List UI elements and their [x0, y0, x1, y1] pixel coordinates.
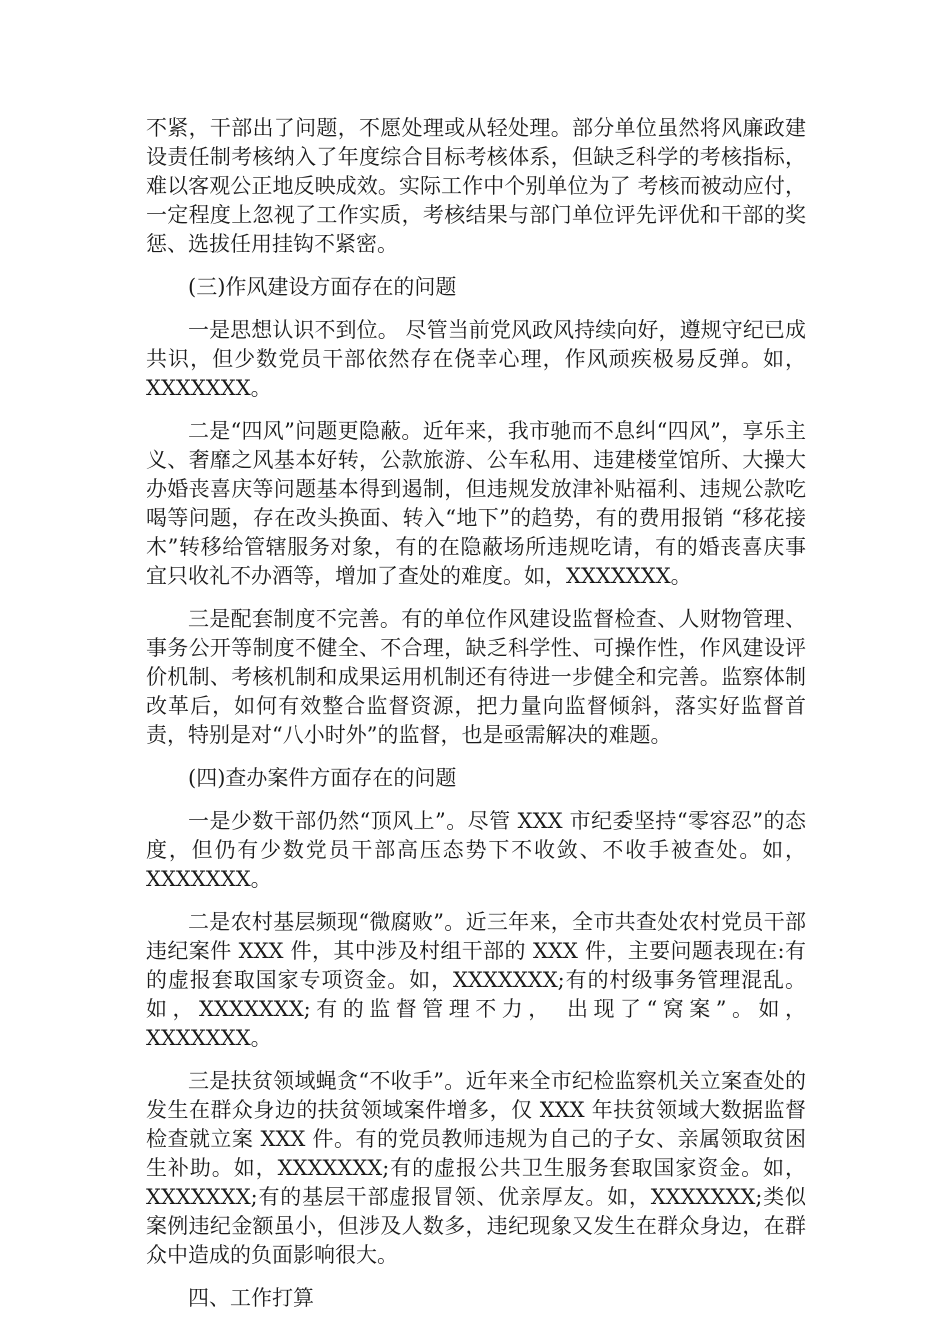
document-body [146, 114, 806, 1327]
paragraph-ideological-awareness: 一是思想认识不到位。 尽管当前党风政风持续向好，遵规守纪已成共识，但少数党员干部依然存在侥幸心理，作风顽疾极易反弹。如，XXXXXXX。 [146, 318, 806, 400]
paragraph-four-winds: 二是“四风”问题更隐蔽。近年来，我市驰而不息纠“四风”，享乐主义、奢靡之风基本好转，公款旅游、公车私用、违建楼堂馆所、大操大办婚丧喜庆等问题基本得到遏制，但违规发放津补贴福利、违规公款吃喝等问题，存在改头换面、转入“地下”的趋势，有的费用报销 “移花接木”转移给管辖服务对象，有的在隐蔽场所违规吃请，有的婚丧喜庆事宜只收礼不办酒等，增加了查处的难度。如，XXXXXXX。 [146, 419, 806, 588]
paragraph-rural-micro-corruption: 二是农村基层频现“微腐败”。近三年来，全市共查处农村党员干部违纪案件 XXX 件，其中涉及村组干部的 XXX 件，主要问题表现在:有的虚报套取国家专项资金。如，XXXXXXX;有的村级事务管理混乱。如，XXXXXXX;有的监督管理不力， 出现了“窝案”。如，XXXXXXX。 [146, 910, 806, 1050]
paragraph-supporting-systems: 三是配套制度不完善。有的单位作风建设监督检查、人财物管理、事务公开等制度不健全、不合理，缺乏科学性、可操作性，作风建设评价机制、考核机制和成果运用机制还有待进一步健全和完善。监察体制改革后，如何有效整合监督资源，把力量向监督倾斜，落实好监督首责，特别是对“八小时外”的监督，也是亟需解决的难题。 [146, 607, 806, 747]
paragraph-assessment-issues: 不紧，干部出了问题，不愿处理或从轻处理。部分单位虽然将风廉政建设责任制考核纳入了年度综合目标考核体系，但缺乏科学的考核指标，难以客观公正地反映成效。实际工作中个别单位为了 考核而被动应付，一定程度上忽视了工作实质，考核结果与部门单位评先评优和干部的奖惩、选拔任用挂钩不紧密。 [146, 116, 806, 256]
paragraph-against-the-wind: 一是少数干部仍然“顶风上”。尽管 XXX 市纪委坚持“零容忍”的态度，但仍有少数党员干部高压态势下不收敛、不收手被查处。如，XXXXXXX。 [146, 809, 806, 891]
section-heading-work-style: (三)作风建设方面存在的问题 [188, 275, 457, 299]
section-heading-work-plan: 四、工作打算 [188, 1286, 314, 1310]
paragraph-poverty-alleviation: 三是扶贫领域蝇贪“不收手”。近年来全市纪检监察机关立案查处的发生在群众身边的扶贫领域案件增多，仅 XXX 年扶贫领域大数据监督检查就立案 XXX 件。有的党员教师违规为自己的子女、亲属领取贫困生补助。如，XXXXXXX;有的虚报公共卫生服务套取国家资金。如，XXXXXXX;有的基层干部虚报冒领、优亲厚友。如，XXXXXXX;类似案例违纪金额虽小，但涉及人数多，违纪现象又发生在群众身边，在群众中造成的负面影响很大。 [146, 1069, 806, 1267]
section-heading-case-handling: (四)查办案件方面存在的问题 [188, 766, 457, 790]
